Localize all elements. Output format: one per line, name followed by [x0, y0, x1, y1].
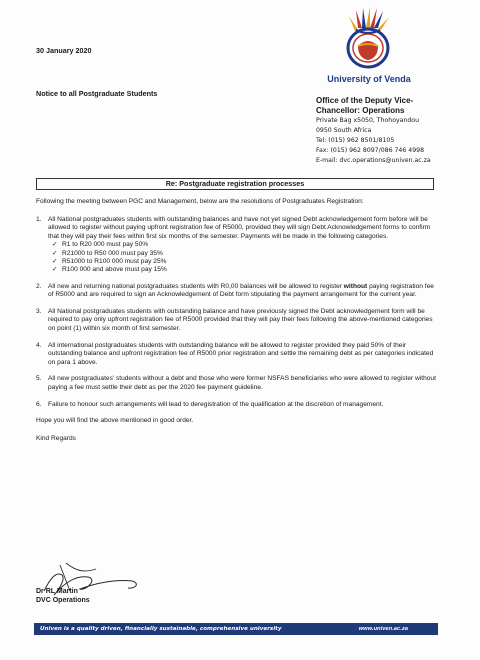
- university-crest-logo: [336, 6, 400, 72]
- office-title-line1: Office of the Deputy Vice-: [316, 96, 414, 105]
- list-item: ✓ R21000 to R50 000 must pay 35%: [52, 249, 163, 257]
- checkmark-icon: ✓: [52, 257, 58, 265]
- checkmark-icon: ✓: [52, 249, 58, 257]
- list-item: ✓ R100 000 and above must pay 15%: [52, 266, 167, 274]
- item-text: All international postgraduates students with outstanding balance will be allowed to register provided they paid 50% of their outstanding balance and upfront registration fee of R5000 prior registration and settle the remaining debt as per categories indicated on para 1 above.: [48, 341, 434, 366]
- item-text: All National postgraduates students with outstanding balances and have not yet signed Debt acknowledgement form before will be allowed to register without paying upfront registration fee of R5000, provided they will sign Debt Acknowledgement forms to confirm that they will pay their fees within first six months of the semester. Payments will be made in the following categories.: [48, 215, 431, 240]
- office-tel: Tel: (015) 962 8501/8105: [316, 137, 395, 144]
- item-number: 6.: [36, 400, 42, 408]
- resolution-item: [36, 342, 440, 368]
- checkmark-icon: ✓: [52, 241, 58, 249]
- office-title-line2: Chancellor: Operations: [316, 106, 405, 115]
- item-number: 5.: [36, 375, 42, 383]
- resolution-item: [36, 283, 440, 300]
- letter-date: 30 January 2020: [36, 46, 92, 55]
- item-number: 4.: [36, 341, 42, 349]
- item-text: All National postgraduates students with outstanding balance and have previously signed the Debt acknowledgement form will be required to pay only upfront registration fee of R5000 provided that they will pay their fees following the above-mentioned categories on point (1) within six month of first semester.: [48, 307, 433, 332]
- regards-line: Kind Regards: [36, 434, 76, 442]
- item-number: 3.: [36, 307, 42, 315]
- footer-website: www.univen.ac.za: [358, 626, 408, 632]
- resolution-item: [36, 216, 440, 275]
- signer-title: DVC Operations: [36, 596, 90, 604]
- resolution-item: [36, 401, 440, 410]
- item-text: Failure to honour such arrangements will lead to deregistration of the qualification at the discretion of management.: [48, 400, 384, 408]
- list-item: ✓ R51000 to R100 000 must pay 25%: [52, 257, 167, 265]
- crest-plume-icon: [349, 7, 389, 31]
- office-address-block: [316, 96, 476, 166]
- address-line1: Private Bag x5050, Thohoyandou: [316, 117, 420, 124]
- signer-block: [36, 588, 90, 605]
- checkmark-icon: ✓: [52, 266, 58, 274]
- letter-body: [36, 198, 440, 452]
- resolution-item: [36, 308, 440, 334]
- footer-motto: Univen is a quality driven, financially sustainable, comprehensive university: [40, 626, 282, 632]
- office-fax: Fax: (015) 962 8097/086 746 4998: [316, 147, 425, 154]
- intro-paragraph: Following the meeting between PGC and Management, below are the resolutions of Postgraduates Registration:: [36, 198, 364, 205]
- office-email: E-mail: dvc.operations@univen.ac.za: [316, 157, 431, 164]
- notice-heading: Notice to all Postgraduate Students: [36, 89, 158, 98]
- item-number: 2.: [36, 282, 42, 290]
- footer-bar: [34, 623, 438, 635]
- subject-box: Re: Postgraduate registration processes: [36, 178, 434, 190]
- item-text: All new postgraduates' students without a debt and those who were former NSFAS beneficiaries who were allowed to register without paying a fee must settle their debt as per the 2020 fee payment guideline.: [48, 375, 436, 391]
- closing-line: Hope you will find the above mentioned in good order.: [36, 417, 194, 425]
- address-line2: 0950 South Africa: [316, 127, 372, 134]
- item-number: 1.: [36, 215, 42, 223]
- resolution-item: [36, 375, 440, 392]
- payment-categories-list: [52, 241, 440, 274]
- university-name: University of Venda: [327, 74, 411, 84]
- signer-name: Dr RL Martin: [36, 588, 78, 595]
- list-item: ✓ R1 to R20 000 must pay 50%: [52, 241, 149, 249]
- item-text: All new and returning national postgraduates students with R0,00 balances will be allowed to register without paying registration fee of R5000 and are required to sign an Acknowledgement of Debt form stipulating the payment arrangement for the current year.: [48, 282, 434, 299]
